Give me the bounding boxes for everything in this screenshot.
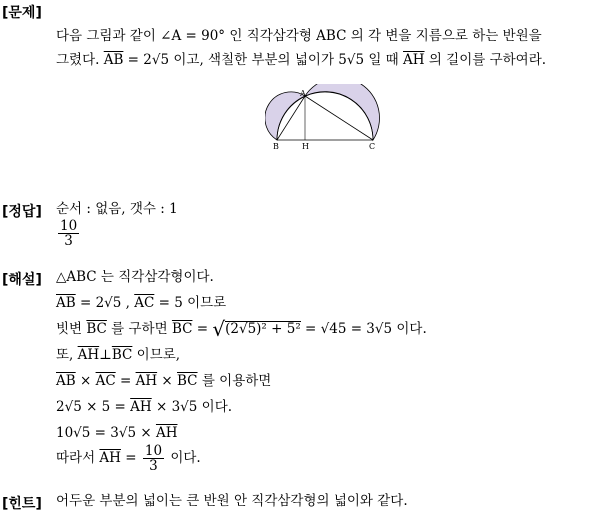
- expl-8b: 이다.: [166, 450, 201, 466]
- perpendicular-symbol: ⊥: [99, 347, 112, 363]
- equals: =: [115, 373, 136, 389]
- problem-eq-ab: = 2√5: [123, 52, 170, 68]
- problem-line-2: [56, 51, 546, 69]
- label-a: A: [300, 89, 306, 98]
- hint-text: 어두운 부분의 넓이는 큰 반원 안 직각삼각형의 넓이와 같다.: [56, 493, 408, 509]
- result-denominator: 3: [149, 458, 158, 474]
- problem-heading: [문제]: [2, 5, 42, 21]
- expl-8a: 따라서: [56, 450, 100, 466]
- segment-bc: $\overline{BC}$: [177, 373, 198, 389]
- explanation-heading: [해설]: [2, 272, 42, 288]
- times-2: ×: [157, 373, 178, 389]
- semicircle-figure: [265, 84, 385, 156]
- answer-numerator: 10: [60, 218, 78, 234]
- segment-ac: $\overline{AC}$: [95, 373, 116, 389]
- explanation-line-2: [56, 294, 226, 312]
- expl-3a: 빗변: [56, 321, 87, 337]
- segment-ah: $\overline{AH}$: [77, 347, 100, 363]
- label-b: B: [273, 142, 279, 151]
- segment-bc: $\overline{BC}$: [111, 347, 133, 363]
- problem-text-2a: 그렸다.: [56, 52, 100, 68]
- expl-2b: = 5 이므로: [154, 295, 227, 311]
- expl-5tail: 를 이용하면: [197, 373, 272, 389]
- problem-text-2c: 의 길이를 구하여라.: [424, 52, 547, 68]
- answer-fraction: [58, 219, 79, 248]
- expl-4a: 또,: [56, 347, 78, 363]
- expl-7a: 10√5 = 3√5 ×: [56, 425, 156, 441]
- explanation-line-7: [56, 424, 177, 442]
- answer-fraction-line: [56, 219, 81, 248]
- segment-ah: $\overline{AH}$: [403, 52, 425, 68]
- explanation-line-4: [56, 346, 180, 364]
- segment-ab: $\overline{AB}$: [56, 373, 76, 389]
- explanation-line-6: [56, 398, 232, 416]
- answer-line: 순서 : 없음, 갯수 : 1: [56, 201, 178, 217]
- segment-bc: $\overline{BC}$: [171, 321, 193, 337]
- segment-bc: $\overline{BC}$: [86, 321, 107, 337]
- radicand: (2√5)² + 5²: [225, 321, 301, 337]
- problem-line-1: [56, 27, 542, 45]
- segment-ah: $\overline{AH}$: [155, 425, 178, 441]
- expl-3b: 를 구하면: [106, 321, 172, 337]
- expl-3d: = √45 = 3√5 이다.: [300, 321, 427, 337]
- segment-ab: $\overline{AB}$: [56, 295, 76, 311]
- segment-ah: $\overline{AH}$: [135, 373, 158, 389]
- answer-denominator: 3: [64, 233, 73, 249]
- result-numerator: 10: [144, 443, 163, 459]
- equals: =: [120, 450, 141, 466]
- times-1: ×: [75, 373, 96, 389]
- expl-4b: 이므로,: [132, 347, 181, 363]
- expl-6b: × 3√5 이다.: [151, 399, 233, 415]
- explanation-line-5: [56, 372, 271, 390]
- segment-ah: $\overline{AH}$: [130, 399, 152, 415]
- segment-ab: $\overline{AB}$: [103, 52, 124, 68]
- explanation-line-3: [56, 317, 427, 341]
- answer-heading: [정답]: [2, 204, 42, 220]
- result-fraction: [143, 444, 164, 473]
- problem-text-2b: 이고, 색칠한 부분의 넓이가 5√5 일 때: [169, 52, 404, 68]
- explanation-line-8: [56, 444, 201, 473]
- expl-3c: =: [192, 321, 213, 337]
- segment-ac: $\overline{AC}$: [134, 295, 155, 311]
- hint-heading: [힌트]: [2, 496, 42, 512]
- problem-text-1: 다음 그림과 같이 ∠A = 90° 인 직각삼각형 ABC 의 각 변을 지름으로 하는 반원을: [56, 28, 542, 44]
- expl-2a: = 2√5 ,: [75, 295, 135, 311]
- expl-6a: 2√5 × 5 =: [56, 399, 131, 415]
- label-c: C: [369, 142, 376, 151]
- segment-ah: $\overline{AH}$: [99, 450, 121, 466]
- explanation-line-1: △ABC 는 직각삼각형이다.: [56, 269, 214, 285]
- radical-sign: √: [212, 317, 226, 341]
- label-h: H: [302, 142, 309, 151]
